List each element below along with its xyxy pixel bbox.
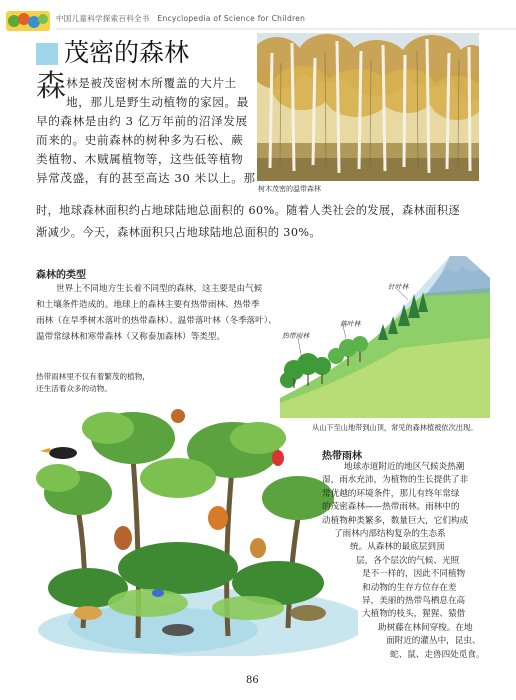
rainforest-line: 异，美丽的热带鸟栖息在高: [362, 596, 466, 606]
rainforest-line: 动植物种类繁多，数量巨大，它们构成: [322, 515, 469, 526]
rainforest-line: 地球赤道附近的地区气候炎热潮: [344, 462, 465, 472]
intro-line: 类植物、木贼属植物等，这些低等植物: [36, 152, 244, 166]
deciduous-forest-label: 落叶林: [340, 320, 361, 328]
drop-cap: 森: [36, 69, 66, 104]
rainforest-line: 层，各个层次的气候、光照: [356, 555, 460, 566]
forest-zones-mountain-illustration: [280, 248, 490, 418]
rainforest-illustration: [28, 398, 358, 656]
intro-line: 早的森林是由约 3 亿万年前的沼泽发展: [36, 114, 248, 128]
intro-line: 林是被茂密树木所覆盖的大片土: [66, 76, 237, 90]
header-series-title: 中国儿童科学探索百科全书 Encyclopedia of Science for Children: [56, 14, 306, 23]
forest-types-line: 和土壤条件造成的。地球上的森林主要有热带雨林、热带季: [36, 300, 260, 310]
intro-line: 地，那儿是野生动植物的家园。最: [66, 95, 249, 109]
forest-types-line: 世界上不同地方生长着不同型的森林，这主要是由气候: [56, 284, 263, 294]
intro-line: 而来的。史前森林的树种多为石松、蕨: [36, 133, 244, 147]
header-divider: [0, 28, 516, 30]
rainforest-line: 蛇、鼠、走兽四处觅食。: [390, 649, 485, 660]
temperate-forest-photo: [257, 33, 479, 181]
rainforest-line: 是不一样的，因此不同植物: [362, 569, 466, 580]
conifer-forest-label: 针叶林: [388, 283, 409, 291]
page-title: 茂密的森林: [64, 38, 190, 67]
mountain-caption: 从山下至山地带到山顶，常见的森林植被依次出现。: [312, 423, 478, 432]
rainforest-line: 的茂密森林——热带雨林。雨林中的: [322, 502, 460, 513]
page-number: 86: [246, 675, 259, 686]
rainforest-line: 了雨林内部结构复杂的生态系: [334, 529, 446, 539]
title-marker: [36, 43, 58, 65]
rainforest-caption-line: 热带雨林里不仅有着繁茂的植物，: [36, 372, 150, 381]
forest-types-line: 温带常绿林和寒带森林（又称泰加森林）等类型。: [36, 332, 226, 342]
rainforest-heading: 热带雨林: [322, 451, 362, 462]
intro-line: 时，地球森林面积约占地球陆地总面积的 60%。随着人类社会的发展，森林面积逐: [36, 204, 460, 217]
rainforest-line: 统。从森林的最底层到顶: [350, 542, 445, 553]
rainforest-line: 面附近的灌丛中，昆虫、: [386, 636, 481, 647]
rainforest-line: 助树藤在林间穿梭。在地: [378, 622, 473, 633]
photo-caption: 树木茂密的温带森林: [258, 185, 321, 193]
rainforest-line: 常优越的环境条件，那儿有终年常绿: [322, 488, 460, 499]
tropical-rainforest-label: 热带雨林: [282, 332, 310, 340]
forest-types-line: 雨林（在旱季树木落叶的热带森林）、温带落叶林（冬季落叶）、: [36, 316, 277, 326]
intro-line: 异常茂盛，有的甚至高达 30 米以上。那: [36, 171, 256, 185]
intro-line: 渐减少。今天，森林面积只占地球陆地总面积的 30%。: [36, 226, 321, 239]
rainforest-line: 湿，雨水充沛，为植物的生长提供了非: [322, 475, 469, 486]
rainforest-caption-line: 还生活着众多的动物。: [36, 384, 112, 393]
forest-types-heading: 森林的类型: [36, 270, 86, 281]
rainforest-line: 大植物的枝头，猩猩、猿借: [362, 609, 466, 620]
rainforest-line: 和动物的生存方位存在差: [362, 582, 457, 593]
